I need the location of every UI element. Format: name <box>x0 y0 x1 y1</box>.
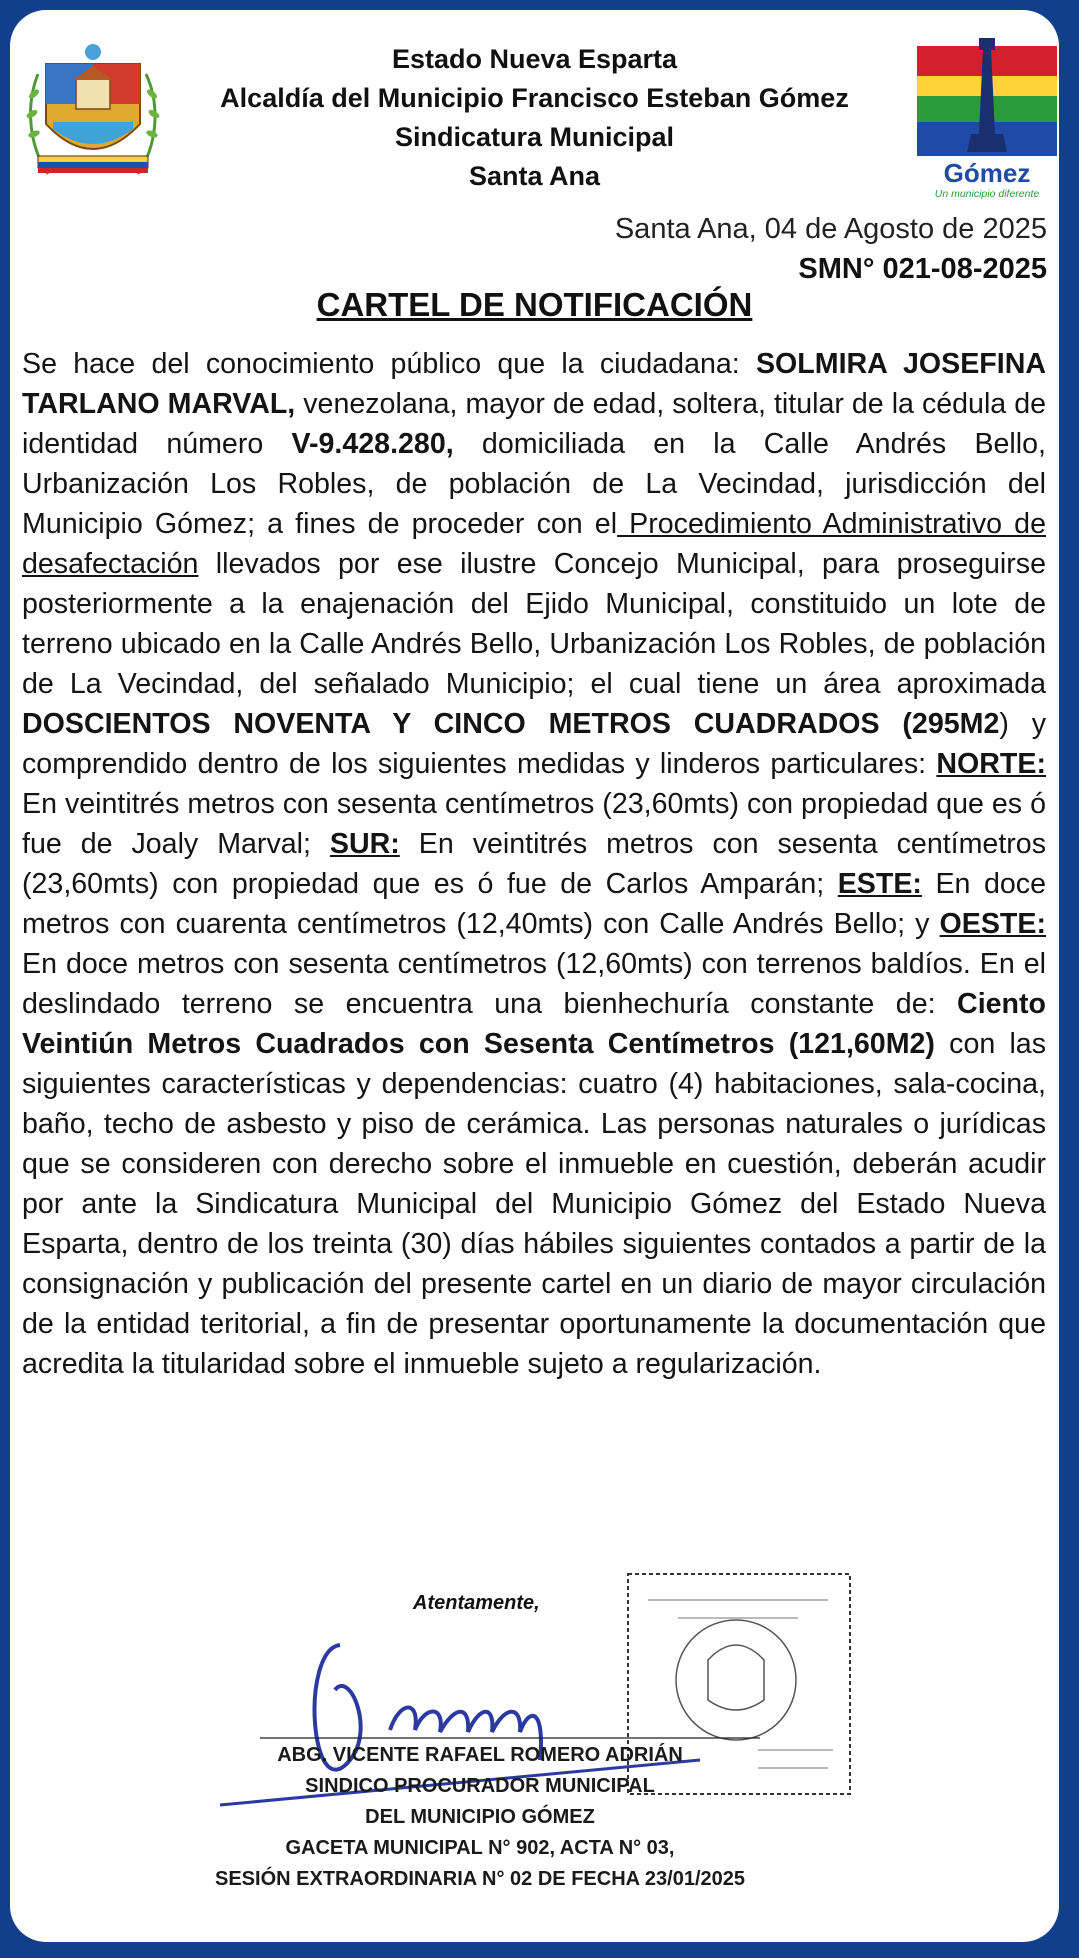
body-text-1: Se hace del conocimiento público que la ciudadana: <box>22 348 756 380</box>
body-text-3: domiciliada en la Calle Andrés Bello, Urbanización Los Robles, de población de La Vecindad, jurisdicción del Municipio Gómez; a fines de proceder con el <box>22 428 1046 540</box>
body-text-10: con las siguientes características y dependencias: cuatro (4) habitaciones, sala-cocina, baño, techo de asbesto y piso de cerámica. Las personas naturales o jurídicas que se consideren con derecho sobre el inmueble en cuestión, deberán acudir por ante la Sindicatura Municipal del Municipio Gómez del Estado Nueva Esparta, dentro de los treinta (30) días hábiles siguientes contados a partir de la consignación y publicación del presente cartel en un diario de mayor circulación de la entidad teritorial, a fin de presentar oportunamente la documentación que acredita la titularidad sobre el inmueble sujeto a regularización. <box>22 1028 1046 1380</box>
body-text-2: venezolana, mayor de edad, soltera, titular de la cédula de identidad número <box>22 388 1046 460</box>
header <box>10 10 1059 220</box>
signature-block <box>10 1570 1059 1940</box>
built-area: Ciento Veintiún Metros Cuadrados con Sesenta Centímetros (121,60M2) <box>22 988 1046 1060</box>
signatory-name: ABG. VICENTE RAFAEL ROMERO ADRIÁN <box>277 1744 683 1766</box>
issuer-block <box>160 40 909 196</box>
gazette-reference: GACETA MUNICIPAL N° 902, ACTA N° 03, <box>285 1837 675 1859</box>
issue-date: Santa Ana, 04 de Agosto de 2025 <box>614 213 1047 245</box>
notice-card <box>10 10 1059 1942</box>
citizen-name: SOLMIRA JOSEFINA TARLANO MARVAL, <box>22 348 1046 420</box>
state-name: Estado Nueva Esparta <box>391 44 678 74</box>
body-text-4: llevados por ese ilustre Concejo Municipal, para proseguirse posteriormente a la enajenación del Ejido Municipal, constituido un lote de terreno ubicado en la Calle Andrés Bello, Urbanización Los Robles, de población de La Vecindad, del señalado Municipio; el cual tiene un área aproximada <box>22 548 1046 700</box>
closing-salutation: Atentamente, <box>413 1592 540 1614</box>
page-title: CARTEL DE NOTIFICACIÓN <box>316 286 753 323</box>
south-label: SUR: <box>329 828 400 860</box>
body-text-6: En veintitrés metros con sesenta centímetros (23,60mts) con propiedad que es ó fue de Joaly Marval; <box>22 788 1046 860</box>
east-label: ESTE: <box>837 868 922 900</box>
id-number: V-9.428.280, <box>291 428 454 460</box>
signatory-title: SINDICO PROCURADOR MUNICIPAL <box>305 1775 655 1797</box>
mayor-office-name: Alcaldía del Municipio Francisco Esteban Gómez <box>220 83 849 113</box>
logo-name: Gómez <box>943 158 1031 188</box>
body-text-8: En doce metros con cuarenta centímetros (12,40mts) con Calle Andrés Bello; y <box>22 868 1046 940</box>
body-text-7: En veintitrés metros con sesenta centímetros (23,60mts) con propiedad que es ó fue de Carlos Amparán; <box>22 828 1046 900</box>
west-label: OESTE: <box>939 908 1046 940</box>
gomez-logo <box>915 34 1059 204</box>
signatory-municipality: DEL MUNICIPIO GÓMEZ <box>365 1806 595 1828</box>
land-area: DOSCIENTOS NOVENTA Y CINCO METROS CUADRADOS (295M2 <box>22 708 1000 740</box>
body-text-5: ) y comprendido dentro de los siguientes medidas y linderos particulares: <box>22 708 1046 780</box>
notice-body <box>22 344 1046 1384</box>
signatory-details <box>150 1740 810 1895</box>
municipal-crest-icon <box>18 34 168 186</box>
office-name: Sindicatura Municipal <box>394 122 675 152</box>
session-reference: SESIÓN EXTRAORDINARIA N° 02 DE FECHA 23/01/2025 <box>215 1868 745 1890</box>
town-name: Santa Ana <box>468 161 601 191</box>
body-text-9: En doce metros con sesenta centímetros (12,60mts) con terrenos baldíos. En el deslindado terreno se encuentra una bienhechuría constante de: <box>22 948 1046 1020</box>
reference-number: SMN° 021-08-2025 <box>798 253 1047 285</box>
procedure-name: Procedimiento Administrativo de desafectación <box>22 508 1046 580</box>
gomez-logo-icon <box>915 34 1059 204</box>
north-label: NORTE: <box>936 748 1046 780</box>
logo-tagline: Un municipio diferente <box>934 188 1040 200</box>
